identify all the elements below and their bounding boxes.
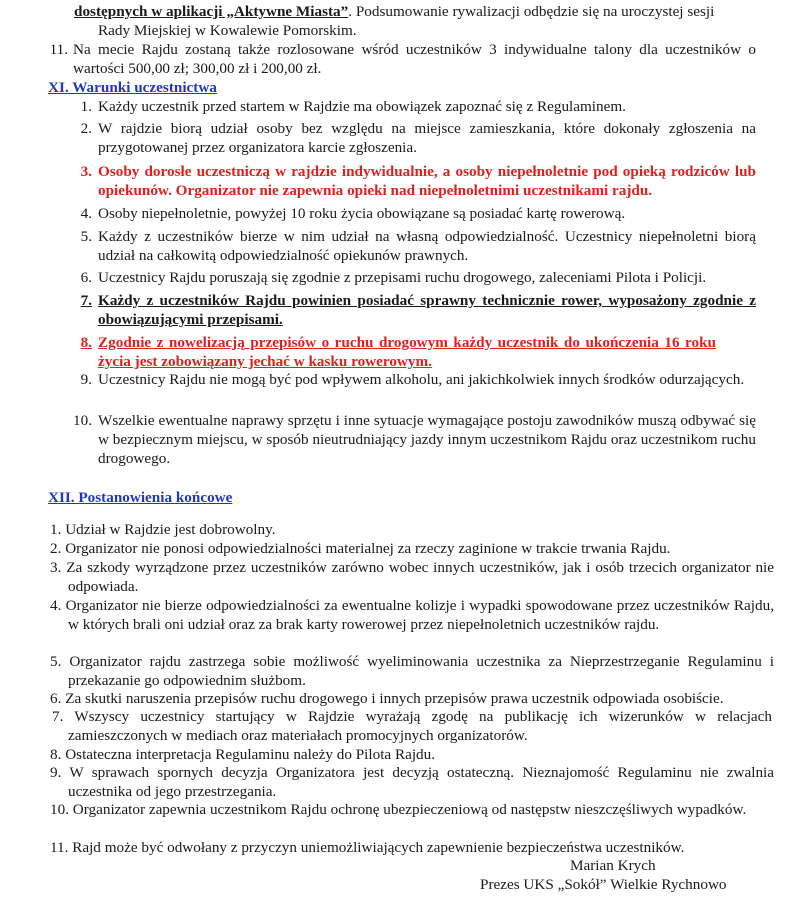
xii-item-10: [50, 800, 774, 819]
xii-item-number: 8.: [50, 746, 62, 763]
signature-title: Prezes UKS „Sokół” Wielkie Rychnowo: [480, 876, 727, 893]
xii-item-number: 7.: [52, 708, 64, 725]
xi-item-text: Uczestnicy Rajdu nie mogą być pod wpływem alkoholu, ani jakichkolwiek innych środków odurzających.: [98, 371, 745, 388]
prize-item-number: 11.: [49, 41, 68, 58]
xii-item-9: [50, 763, 774, 801]
xi-item-text: Wszelkie ewentualne naprawy sprzętu i inne sytuacje wymagające postoju zawodników muszą odbywać się w bezpiecznym miejscu, w sposób nieutrudniający jazdy innym uczestnikom Rajdu oraz uczestnikom ruchu drogowego.: [98, 412, 756, 467]
xi-item-text: W rajdzie biorą udział osoby bez względu na miejsce zamieszkania, które dokonały zgłoszenia na przygotowanej przez organizatora karcie zgłoszenia.: [98, 120, 756, 156]
xii-item-4: [50, 596, 774, 634]
xi-item-text: Zgodnie z nowelizacją przepisów o ruchu drogowym każdy uczestnik do ukończenia 16 roku życia jest zobowiązany jechać w kasku rowerowym.: [98, 334, 716, 370]
xii-item-5: [50, 652, 774, 690]
signature-name: Marian Krych: [570, 857, 656, 874]
xi-item-number: 7.: [80, 292, 92, 309]
prize-item-text: Na mecie Rajdu zostaną także rozlosowane wśród uczestników 3 indywidualne talony dla uczestników o wartości 500,00 zł; 300,00 zł i 200,00 zł.: [73, 41, 756, 77]
prize-item: [44, 40, 756, 78]
xi-item-text: Osoby dorosłe uczestniczą w rajdzie indywidualnie, a osoby niepełnoletnie pod opieką rodziców lub opiekunów. Organizator nie zapewnia opieki nad niepełnoletnimi uczestnikami rajdu.: [98, 163, 756, 199]
xii-item-number: 3.: [50, 559, 62, 576]
xii-item-number: 5.: [50, 653, 62, 670]
xi-item-number: 8.: [80, 334, 92, 351]
xii-item-number: 6.: [50, 690, 62, 707]
xi-item-number: 5.: [80, 228, 92, 245]
xii-item-text: Organizator nie ponosi odpowiedzialności materialnej za rzeczy zaginione w trakcie trwania Rajdu.: [65, 540, 671, 557]
section-xii-heading: XII. Postanowienia końcowe: [48, 489, 233, 506]
intro-app-name: dostępnych w aplikacji „Aktywne Miasta”: [74, 3, 349, 20]
xi-item-4: [70, 204, 756, 223]
xi-item-number: 2.: [80, 120, 92, 137]
xi-item-number: 9.: [80, 371, 92, 388]
xii-item-text: Za szkody wyrządzone przez uczestników zarówno wobec innych uczestników, jak i osób trzecich organizator nie odpowiada.: [66, 559, 775, 595]
xii-item-text: Za skutki naruszenia przepisów ruchu drogowego i innych przepisów prawa uczestnik odpowiada osobiście.: [65, 690, 724, 707]
xi-item-text: Uczestnicy Rajdu poruszają się zgodnie z przepisami ruchu drogowego, zaleceniami Pilota i Policji.: [98, 269, 707, 286]
xii-item-number: 10.: [50, 801, 69, 818]
xii-item-3: [50, 558, 774, 596]
xi-item-number: 6.: [80, 269, 92, 286]
xii-item-text: Rajd może być odwołany z przyczyn uniemożliwiających zapewnienie bezpieczeństwa uczestników.: [72, 839, 685, 856]
xii-item-number: 9.: [50, 764, 62, 781]
intro-paragraph: [74, 2, 754, 40]
xii-item-1: [50, 520, 774, 539]
xi-item-text: Każdy z uczestników bierze w nim udział na własną odpowiedzialność. Uczestnicy niepełnoletni biorą udział na całkowitą odpowiedzialność opiekunów prawnych.: [98, 228, 756, 264]
xi-item-6: [70, 268, 756, 287]
xi-item-number: 3.: [80, 163, 92, 180]
xi-item-text: Osoby niepełnoletnie, powyżej 10 roku życia obowiązane są posiadać kartę rowerową.: [98, 205, 626, 222]
xii-item-number: 1.: [50, 521, 62, 538]
xi-item-5: [70, 227, 756, 265]
xii-item-number: 11.: [50, 839, 69, 856]
xi-item-10: [70, 411, 756, 468]
xi-item-number: 10.: [73, 412, 92, 429]
xi-item-number: 1.: [80, 98, 92, 115]
intro-line1-rest: . Podsumowanie rywalizacji odbędzie się na uroczystej sesji: [348, 3, 715, 20]
xii-item-text: Ostateczna interpretacja Regulaminu należy do Pilota Rajdu.: [65, 746, 436, 763]
xii-item-text: Udział w Rajdzie jest dobrowolny.: [65, 521, 276, 538]
xi-item-number: 4.: [80, 205, 92, 222]
xi-item-1: [70, 97, 756, 116]
intro-line2: Rady Miejskiej w Kowalewie Pomorskim.: [98, 22, 357, 39]
section-xi-heading: XI. Warunki uczestnictwa: [48, 79, 217, 96]
xi-item-7-underlined: [70, 291, 756, 329]
xi-item-3-highlighted: [70, 162, 756, 200]
xii-item-8: [50, 745, 774, 764]
xii-item-number: 2.: [50, 540, 62, 557]
xii-item-text: W sprawach spornych decyzja Organizatora jest decyzją ostateczną. Nieznajomość Regulaminu nie zwalnia uczestnika od jego przestrzegania.: [68, 764, 774, 800]
xii-item-text: Wszyscy uczestnicy startujący w Rajdzie wyrażają zgodę na publikację ich wizerunków w relacjach zamieszczonych w mediach oraz materiałach promocyjnych organizatorów.: [68, 708, 772, 744]
xi-item-8-helmet-rule: [70, 333, 756, 371]
xi-item-9: [70, 370, 756, 389]
xii-item-2: [50, 539, 774, 558]
xii-item-7: [52, 707, 772, 745]
xii-item-11: [50, 838, 774, 857]
xi-item-text: Każdy uczestnik przed startem w Rajdzie ma obowiązek zapoznać się z Regulaminem.: [98, 98, 626, 115]
xii-item-text: Organizator rajdu zastrzega sobie możliwość wyeliminowania uczestnika za Nieprzestrzeganie Regulaminu i przekazanie go odpowiednim służbom.: [68, 653, 775, 689]
xi-item-text: Każdy z uczestników Rajdu powinien posiadać sprawny technicznie rower, wyposażony zgodnie z obowiązującymi przepisami.: [98, 292, 756, 328]
xii-item-number: 4.: [50, 597, 62, 614]
xii-item-text: Organizator nie bierze odpowiedzialności za ewentualne kolizje i wypadki spowodowane przez uczestników Rajdu, w których brali oni udział oraz za brak karty rowerowej przez niepełnoletnich uczestników rajdu.: [65, 597, 774, 633]
xi-item-2: [70, 119, 756, 157]
xii-item-text: Organizator zapewnia uczestnikom Rajdu ochronę ubezpieczeniową od następstw nieszczęśliwych wypadków.: [72, 801, 747, 818]
xii-item-6: [50, 689, 774, 708]
